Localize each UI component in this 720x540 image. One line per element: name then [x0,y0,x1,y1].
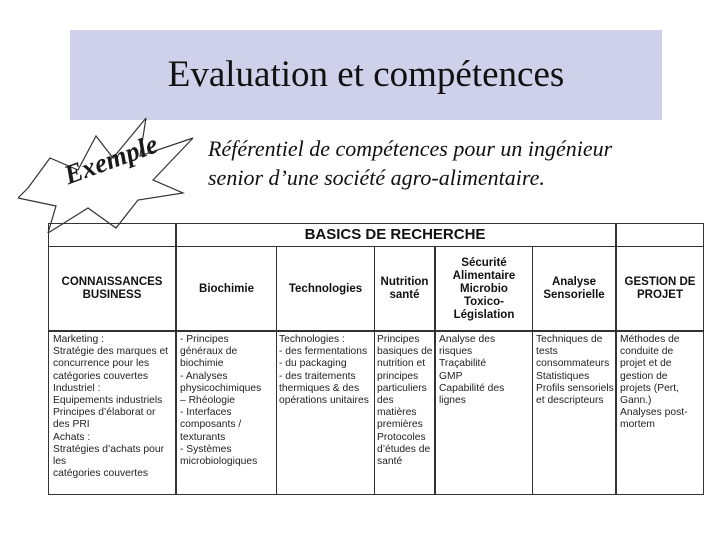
table-cell: Analyse des risques Traçabilité GMP Capabilité des lignes [439,334,505,407]
table-cell: - Principes généraux de biochimie - Analyses physicochimiques – Rhéologie - Interfaces composants / texturants - Systèmes microbiologiques [180,334,262,468]
column-header: Sécurité Alimentaire Microbio Toxico- Législation [452,256,516,321]
table-banner: BASICS DE RECHERCHE [175,224,615,247]
column-header: Biochimie [199,282,254,295]
column-header: Analyse Sensorielle [543,276,605,301]
subtitle-line: senior d’une société agro-alimentaire. [208,165,545,190]
table-cell: Techniques de tests consommateurs Statistiques Profils sensoriels et descripteurs [536,334,614,407]
column-header: Nutrition santé [380,276,429,301]
column-header: GESTION DE PROJET [624,276,696,301]
subtitle-line: Référentiel de compétences pour un ingénieur [208,136,613,161]
competency-table [48,223,704,495]
example-badge: Exemple [60,128,162,191]
column-header: Technologies [288,282,363,295]
column-header: CONNAISSANCES BUSINESS [61,276,163,301]
title-banner [70,30,662,120]
subtitle [208,134,688,192]
table-cell: Technologies : - des fermentations - du packaging - des traitements thermiques & des opérations unitaires [279,334,369,407]
table-cell: Méthodes de conduite de projet et de gestion de projets (Pert, Gann.) Analyses post- mortem [620,334,688,431]
header-rule [49,246,703,247]
header-rule [49,330,703,332]
table-cell: Principes basiques de nutrition et principes particuliers des matières premières Protocoles d’études de santé [377,334,433,468]
table-cell: Marketing : Stratégie des marques et concurrence pour les catégories couvertes Industriel : Equipements industriels Principes d’élaborat or des PRI Achats : Stratégies d’achats pour les catégories couvertes [53,334,169,480]
page-title: Evaluation et compétences [167,54,565,95]
